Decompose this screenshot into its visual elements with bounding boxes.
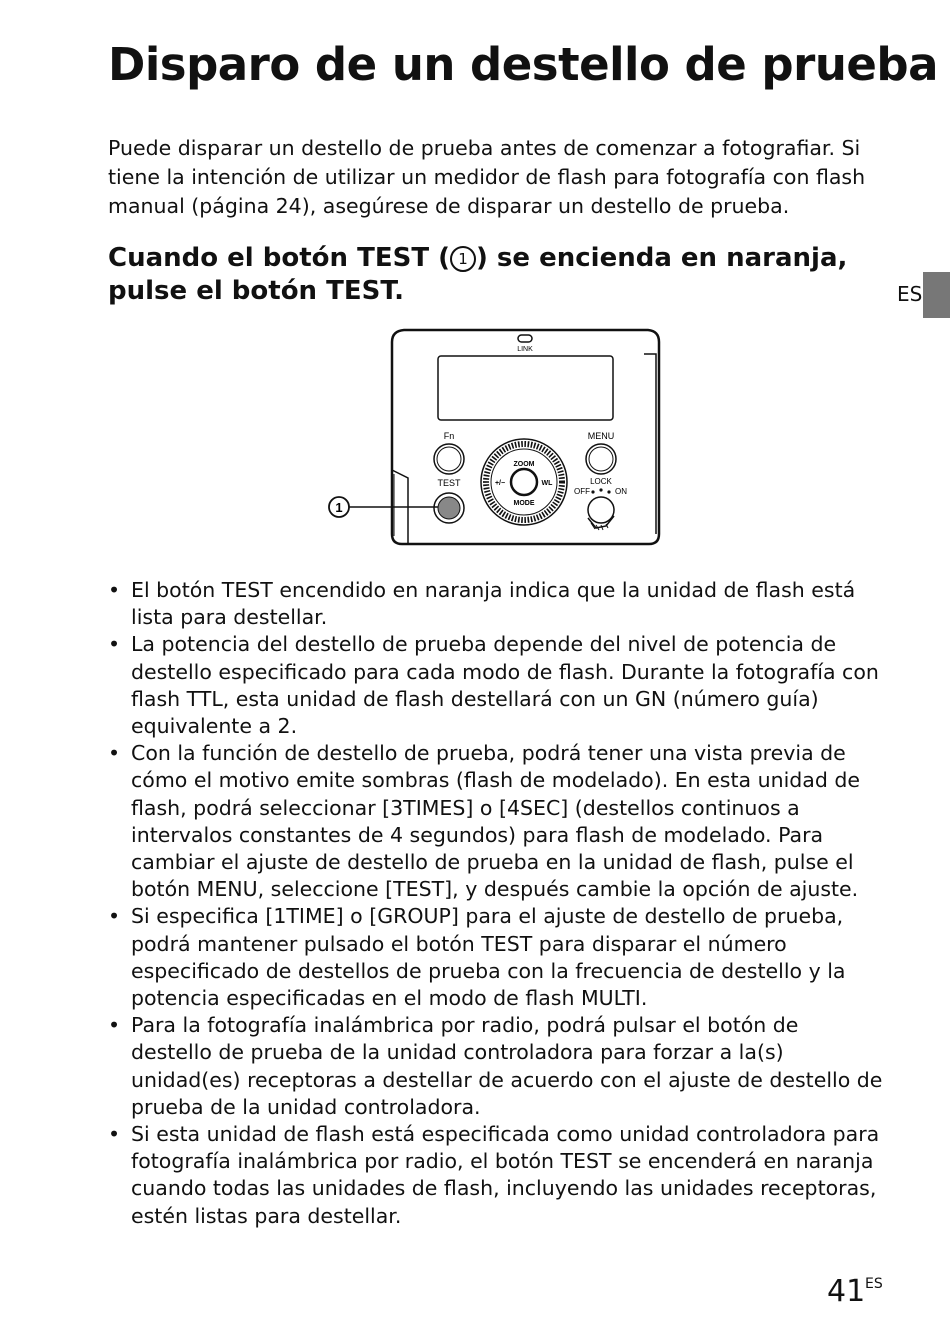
fn-button <box>434 444 464 474</box>
page-title: Disparo de un destello de prueba <box>108 38 938 91</box>
list-item: • Para la fotografía inalámbrica por radio, podrá pulsar el botón de destello de prueba de la unidad controladora para forzar a la(s) unidad(es) receptoras a destellar de acuerdo con el ajuste de destello de prueba de la unidad controladora. <box>108 1012 883 1121</box>
list-item: • El botón TEST encendido en naranja indica que la unidad de flash está lista para destellar. <box>108 577 883 631</box>
flash-control-panel-illustration <box>320 322 670 557</box>
test-label: TEST <box>437 478 461 488</box>
link-label: LINK <box>517 346 533 353</box>
list-item: • Con la función de destello de prueba, podrá tener una vista previa de cómo el motivo emite sombras (flash de modelado). En esta unidad de flash, podrá seleccionar [3TIMES] o [4SEC] (destellos continuos a intervalos constantes de 4 segundos) para flash de modelado. Para cambiar el ajuste de destello de prueba en la unidad de flash, pulse el botón MENU, seleccione [TEST], y después cambie la opción de ajuste. <box>108 740 883 903</box>
lcd-screen <box>438 356 613 420</box>
on-label: ON <box>615 487 627 496</box>
language-tab-marker <box>923 272 950 318</box>
step-heading-part1: Cuando el botón TEST ( <box>108 243 450 273</box>
list-item: • Si esta unidad de flash está especificada como unidad controladora para fotografía inalámbrica por radio, el botón TEST se encenderá en naranja cuando todas las unidades de flash, incluyendo las unidades receptoras, estén listas para destellar. <box>108 1121 883 1230</box>
intro-paragraph: Puede disparar un destello de prueba antes de comenzar a fotografiar. Si tiene la intención de utilizar un medidor de flash para fotografía con flash manual (página 24), asegúrese de disparar un destello de prueba. <box>108 136 866 218</box>
dial-center-button <box>511 469 537 495</box>
wl-label: WL <box>541 480 553 487</box>
circled-number-1: 1 <box>450 246 476 272</box>
page-number-lang: ES <box>865 1276 883 1292</box>
step-heading-part2: ) se encienda en naranja, pulse el botón TEST. <box>108 243 848 306</box>
plusminus-label: +/− <box>494 480 506 487</box>
zoom-label: ZOOM <box>513 461 535 468</box>
lock-label: LOCK <box>590 477 612 486</box>
step-heading <box>108 242 868 308</box>
list-item: • La potencia del destello de prueba depende del nivel de potencia de destello especificado para cada modo de flash. Durante la fotografía con flash TTL, esta unidad de flash destellará con un GN (número guía) equivalente a 2. <box>108 631 883 740</box>
notes-list <box>108 577 883 1230</box>
callout-number: 1 <box>335 500 343 515</box>
menu-label: MENU <box>587 431 615 441</box>
page-number: 41 <box>827 1274 866 1309</box>
menu-button <box>586 444 616 474</box>
lock-switch <box>588 497 614 523</box>
fn-label: Fn <box>443 431 455 441</box>
mode-label: MODE <box>513 500 535 507</box>
language-tab-label: ES <box>897 282 923 306</box>
off-label: OFF <box>574 487 590 496</box>
list-item: • Si especifica [1TIME] o [GROUP] para el ajuste de destello de prueba, podrá mantener pulsado el botón TEST para disparar el número especificado de destellos de prueba con la frecuencia de destello y la potencia especificadas en el modo de flash MULTI. <box>108 903 883 1012</box>
